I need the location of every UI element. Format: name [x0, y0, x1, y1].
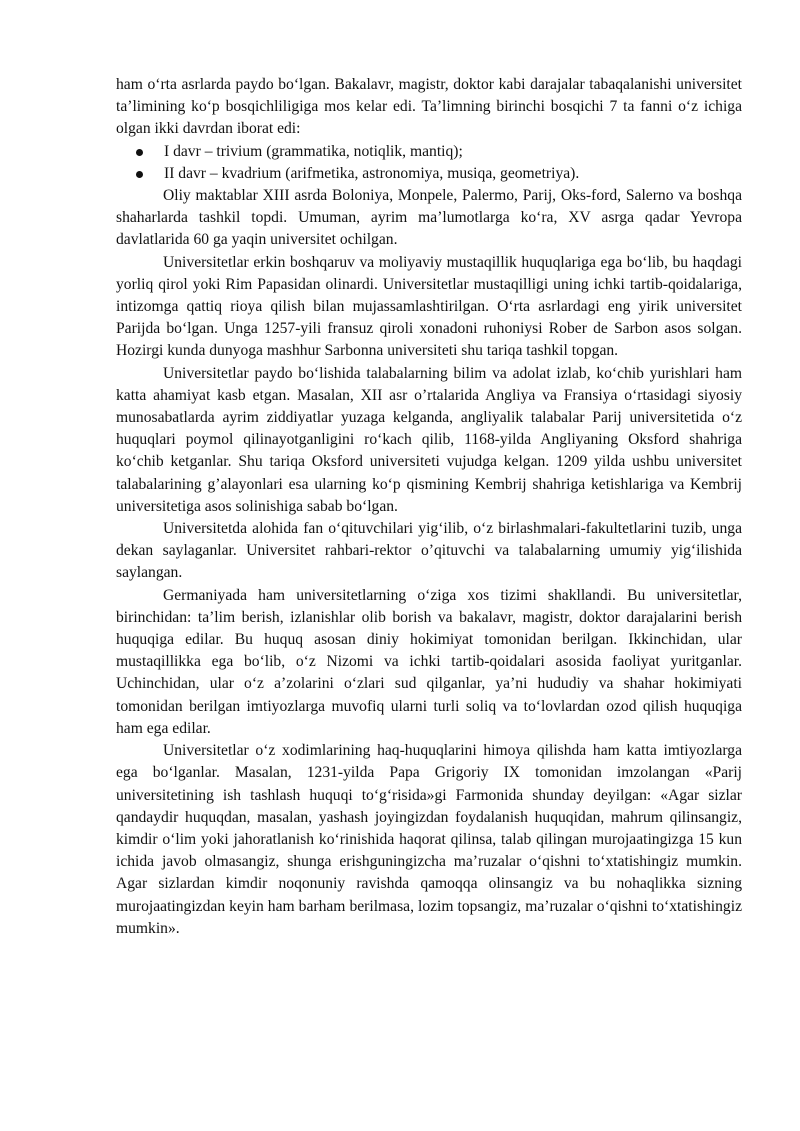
bullet-dot-icon	[136, 171, 143, 178]
body-paragraph: Oliy maktablar XIII asrda Boloniya, Monpele, Palermo, Parij, Oks-ford, Salerno va boshqa shaharlarda tashkil topdi. Umuman, ayrim ma’lumotlarga ko‘ra, XV asrga qadar Yevropa davlatlarida 60 ga yaqin universitet ochilgan.	[116, 187, 742, 249]
bullet-item	[116, 163, 742, 185]
bullet-text: II davr – kvadrium (arifmetika, astronomiya, musiqa, geometriya).	[164, 164, 580, 182]
document-page	[116, 74, 742, 940]
body-paragraph: Universitetlar erkin boshqaruv va moliyaviy mustaqillik huquqlariga ega bo‘lib, bu haqdagi yorliq qirol yoki Rim Papasidan olinardi. Universitetlar mustaqilligi uning ichki tartib-qoidalariga, intizomga qattiq rioya qilish bilan mujassamlashtirilgan. O‘rta asrlardagi eng yirik universitet Parijda bo‘lgan. Unga 1257-yili fransuz qiroli xonadoni ruhoniysi Rober de Sarbon asos solgan. Hozirgi kunda dunyoga mashhur Sarbonna universiteti shu tariqa tashkil topgan.	[116, 253, 742, 360]
body-paragraph: Universitetda alohida fan o‘qituvchilari yig‘ilib, o‘z birlashmalari-fakultetlarini tuzib, unga dekan saylaganlar. Universitet rahbari-rektor o’qituvchi va talabalarning umumiy yig‘ilishida saylangan.	[116, 520, 742, 582]
bullet-dot-icon	[136, 149, 143, 156]
intro-paragraph: ham o‘rta asrlarda paydo bo‘lgan. Bakalavr, magistr, doktor kabi darajalar tabaqalanishi universitet ta’limining ko‘p bosqichliligiga mos kelar edi. Ta’limning birinchi bosqichi 7 ta fanni o‘z ichiga olgan ikki davrdan iborat edi:	[116, 76, 742, 138]
bullet-text: I davr – trivium (grammatika, notiqlik, mantiq);	[164, 142, 463, 160]
body-paragraph: Universitetlar paydo bo‘lishida talabalarning bilim va adolat izlab, ko‘chib yurishlari ham katta ahamiyat kasb etgan. Masalan, XII asr o’rtalarida Angliya va Fransiya o‘rtasidagi siyosiy munosabatlarda ayrim ziddiyatlar yuzaga kelganda, angliyalik talabalar Parij universitetida o‘z huquqlari poymol qilinayotganligini ro‘kach qilib, 1168-yilda Angliyaning Oksford shahriga ko‘chib ketganlar. Shu tariqa Oksford universiteti vujudga kelgan. 1209 yilda ushbu universitet talabalarining g’alayonlari esa ularning ko‘p qismining Kembrij shahriga ketishlariga va Kembrij universitetiga asos solinishiga sabab bo‘lgan.	[116, 364, 742, 515]
body-paragraph: Universitetlar o‘z xodimlarining haq-huquqlarini himoya qilishda ham katta imtiyozlarga ega bo‘lganlar. Masalan, 1231-yilda Papa Grigoriy IX tomonidan imzolangan «Parij universitetining ish tashlash huquqi to‘g‘risida»gi Farmonida shunday deyilgan: «Agar sizlar qandaydir huquqdan, masalan, yashash joyingizdan foydalanish huquqidan, mahrum qilinsangiz, kimdir o‘lim yoki jahoratlanish ko‘rinishida haqorat qilinsa, talab qilingan murojaatingizga 15 kun ichida javob olmasangiz, shunga erishguningizcha ma’ruzalar o‘qishni to‘xtatishingiz mumkin. Agar sizlardan kimdir noqonuniy ravishda qamoqqa olinsangiz va bu nohaqlikka sizning murojaatingizdan keyin ham barham berilmasa, lozim topsangiz, ma’ruzalar o‘qishni to‘xtatishingiz mumkin».	[116, 742, 742, 937]
body-paragraph: Germaniyada ham universitetlarning o‘ziga xos tizimi shakllandi. Bu universitetlar, birinchidan: ta’lim berish, izlanishlar olib borish va bakalavr, magistr, doktor darajalarini berish huquqiga edilar. Bu huquq asosan diniy hokimiyat tomonidan berilgan. Ikkinchidan, ular mustaqillikka ega bo‘lib, o‘z Nizomi va ichki tartib-qoidalari asosida faoliyat yuritganlar. Uchinchidan, ular o‘z a’zolarini o‘zlari sud qilganlar, ya’ni hududiy va shahar hokimiyati tomonidan berilgan imtiyozlarga muvofiq ularni turli soliq va to‘lovlardan ozod qilish huquqiga ham ega edilar.	[116, 586, 742, 737]
bullet-list	[116, 141, 742, 185]
bullet-item	[116, 141, 742, 163]
